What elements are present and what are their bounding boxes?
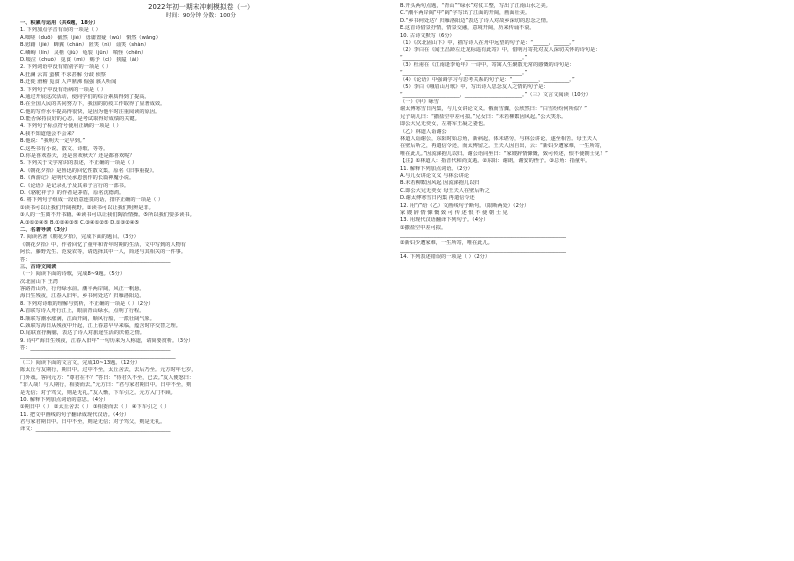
left-line: 阿长、藤野先生、范爱农等，请选择其中一人，简述与其相关的一件事。 [20, 249, 187, 256]
right-line: B.开头两句点题，“青山”“绿水”对仗工整，写出了江南山水之美。 [400, 3, 551, 9]
right-line: 14. 下列表述错误的一项是（ ）（2分） [400, 254, 491, 261]
left-line: B.《西游记》是明代吴承恩创作的长篇神魔小说。 [20, 175, 135, 182]
left-line: A.首联写诗人舟行江上，眼前青山绿水，点明了行程。 [20, 308, 145, 315]
right-line: （乙）林道人诣谢公 [400, 128, 447, 135]
left-line: D.你是喜欢春天，还是喜欢秋天？还是都喜欢呢？ [20, 153, 135, 160]
left-line: 客路青山外，行舟绿水前。潮平两岸阔，风正一帆悬。 [20, 286, 145, 293]
left-line: 《朝花夕拾》中，作者回忆了童年和青年时期的生活，文中写到的人物有 [20, 241, 187, 248]
right-line: “______________________，______________________。” [400, 54, 528, 61]
left-line: B.他说：“我明天一定早到。” [20, 138, 86, 145]
left-line: D.《骆驼祥子》的作者是茅盾，原名沈德鸿。 [20, 189, 125, 196]
right-text-block [400, 3, 770, 262]
right-line: A.与儿女讲论文义 与林公讲论 [400, 172, 470, 179]
right-line: ________________________________________________________________ [400, 232, 566, 239]
right-line: 12. 用“/”给（乙）文画线句子断句。（限断两处）（2分） [400, 202, 530, 209]
left-line: C.他的写作水平提高得很快，是因为他平时注重阅读的原因。 [20, 108, 161, 115]
left-line: 5. 下列关于文学常识的表述，不正确的一项是（ ） [20, 160, 138, 167]
left-line: 11. 把文中画线的句子翻译成现代汉语。（4分） [20, 411, 130, 418]
left-line: 2. 下列词语中没有错别字的一项是（ ） [20, 64, 112, 71]
right-line: 在壁后听之，再遣信令还，而太傅留之。王夫人因自出，云：“新妇少遭家难，一生所寄， [400, 143, 606, 150]
right-line: C.“潮平两岸阔”中“阔”字写出了江面的开阔，画面壮美。 [400, 10, 531, 17]
right-line: “______________________，______________________。”（三）文言文阅读（10分） [400, 91, 591, 98]
right-line: ②新妇少遭家难，一生所寄，唯在此儿。 [400, 239, 493, 246]
right-line: D.谢太傅寒雪日内集 再遣信令还 [400, 195, 475, 202]
left-line: D.啜泣（chuò） 觅食（mì） 赐予（cì） 狭隘（ài） [20, 56, 142, 63]
right-line: （4）《论语》中强调学习与思考关系的句子是：“__________，__________。” [400, 76, 575, 83]
right-line: （5）李白《峨眉山月歌》中，写出诗人思念友人之情的句子是： [400, 84, 549, 91]
left-line: 君与家君期日中。日中不至，则是无信；对子骂父，则是无礼。 [20, 419, 166, 426]
left-line: 答：______________________________________________________ [20, 345, 171, 352]
right-line: （1）《次北固山下》中，描写诗人在舟中远望的句子是：“______，______。” [400, 39, 575, 46]
right-line: 10. 古诗文默写（6分） [400, 32, 455, 39]
left-line: 陈太丘与友期行，期日中。过中不至，太丘舍去，去后乃至。元方时年七岁， [20, 367, 197, 374]
left-line: 8. 下列对诗歌的理解与赏析，不正确的一项是（ ）（2分） [20, 300, 154, 307]
left-line: C.《论语》是记录孔子及其弟子言行的一部书。 [20, 182, 130, 189]
left-line: 7. 阅读名著《朝花夕拾》，完成下面的题目。（3分） [20, 234, 139, 241]
right-line: 谢太傅寒雪日内集，与儿女讲论文义。俄而雪骤，公欣然曰：“白雪纷纷何所似？” [400, 106, 587, 113]
left-line: ①读书可以让我们开阔视野。②读书可以让我们明辨是非。 [20, 204, 154, 211]
left-line: 10. 解释下列加点词语的意思。（4分） [20, 396, 109, 403]
left-line: 次北固山下 王湾 [20, 278, 58, 285]
left-line: 9. 诗中“海日生残夜，江春入旧年”一句历来为人称道，请简要赏析。（3分） [20, 337, 194, 344]
right-line: 11. 解释下列加点词语。（2分） [400, 165, 473, 172]
left-line: 1. 下列加点字音有误的一项是（ ） [20, 27, 101, 34]
left-line: A.咄嗟（duō） 截然（jié） 毋庸置疑（wú） 惘然（wǎng） [20, 34, 161, 41]
right-line: （2）李白在《闻王昌龄左迁龙标遥有此寄》中，借明月寄托对友人深切关怀的诗句是： [400, 47, 601, 54]
left-line: C.这些书有小说、散文、诗歌、等等。 [20, 145, 109, 152]
left-line: A.通过开展这次活动，使同学们的综合素质得到了提高。 [20, 93, 150, 100]
left-line: B.在全国人民的共同努力下，我国的防疫工作取得了显著成效。 [20, 101, 166, 108]
right-line: B.未若柳絮因风起 因流涕抱儿以归 [400, 180, 480, 187]
right-line: 家 嫂 辞 情 慷 慨 致 可 传 述 恨 不 使 朝 士 见 [400, 209, 508, 216]
left-line: ③人的一生离不开书籍。④读书可以让我们陶冶情操。⑤所以我们要多读书。 [20, 212, 195, 219]
right-column [400, 0, 770, 262]
left-line: C.颈联写海日从残夜中升起，江上春意早早来临，蕴含时序交替之理。 [20, 323, 181, 330]
left-line: D.能否保持良好的心态，是考试取得好成绩的关键。 [20, 116, 140, 123]
exam-title: 2022年初一期末冲刺模拟卷（一） [148, 3, 254, 11]
left-line: （二）阅读下面的文言文，完成10~13题。（12分） [20, 359, 141, 366]
left-line: 4. 下列句子标点符号使用正确的一项是（ ） [20, 123, 122, 130]
right-line: C.即公大兄无奕女 母王夫人在壁后听之 [400, 187, 490, 194]
left-line: A.我不知道他会不会来？ [20, 130, 77, 137]
left-line: 一、积累与运用（共6题，18分） [20, 20, 99, 26]
right-line: 13. 用现代汉语翻译下列句子。（4分） [400, 217, 489, 224]
left-line: A.《朝花夕拾》是鲁迅的回忆性散文集，原名《旧事重提》。 [20, 167, 158, 174]
left-line: 答：______________________________________________________ [20, 256, 171, 263]
left-line: ①期日中（ ） ②太丘舍去（ ） ③相委而去（ ） ④下车引之（ ） [20, 404, 170, 411]
right-line: D.“乡书何处达？归雁洛阳边”表达了诗人对故乡深切的思念之情。 [400, 17, 552, 24]
left-line: 三、古诗文阅读 [20, 263, 57, 270]
left-line: D.尾联直抒胸臆，表达了诗人对旅途生活的厌倦之情。 [20, 330, 145, 337]
right-line: （一）《甲》咏雪 [400, 99, 439, 106]
right-line: ①撒盐空中差可拟。 [400, 224, 447, 231]
right-line: 【注】①林道人：指晋代和尚支遁。②东阳：谢朗，谢安的侄子。③总角：指童年。 [400, 158, 591, 165]
left-line: B.颔联写潮水涨满，江面开阔，顺风行船，一派壮阔气象。 [20, 315, 155, 322]
left-line: 二、名著导读（3分） [20, 226, 71, 233]
left-line: ____________________________________________________________ [20, 352, 176, 359]
right-line: E.这首诗借景抒情，情景交融，意境开阔，历来传诵不衰。 [400, 25, 535, 32]
left-line: A.狂澜 云霄 蛮横 不求甚解 分歧 侦察 [20, 71, 106, 78]
left-line: B.慰藉（jiè） 蝉翼（chán） 匿笑（nì） 讪笑（shàn） [20, 42, 150, 49]
left-line: （一）阅读下面的诗歌，完成8~9题。（5分） [20, 271, 126, 278]
right-line: ________________________________________________________________ [400, 246, 566, 253]
left-line: B.迁徙 滑稽 觅食 人声鼎沸 倔强 骇人听闻 [20, 79, 117, 86]
left-column [20, 0, 382, 434]
exam-meta: 时间：90分钟 分数：100分 [166, 13, 236, 19]
right-line: 兄子胡儿曰：“撒盐空中差可拟。”兄女曰：“未若柳絮因风起。”公大笑乐。 [400, 113, 567, 120]
left-line: 3. 下列句子中没有语病的一项是（ ） [20, 86, 107, 93]
left-line: 海日生残夜，江春入旧年。乡书何处达？归雁洛阳边。 [20, 293, 145, 300]
left-line: C.嶙峋（lín） 灵柩（jiù） 龟裂（jūn） 嗔怪（chēn） [20, 49, 147, 56]
left-line: 6. 将下列句子组成一段语意连贯的话，排序正确的一项是（ ） [20, 197, 164, 204]
left-line: 译文：____________________________________________________ [20, 426, 171, 433]
left-line: 门外戏。客问元方：“尊君在不？”答曰：“待君久不至，已去。”友人便怒曰： [20, 374, 195, 381]
right-line: “______________________，______________________。” [400, 69, 528, 76]
right-line: 即公大兄无奕女，左将军王凝之妻也。 [400, 121, 489, 128]
left-line: 是无信；对子骂父，则是无礼。”友人惭，下车引之。元方入门不顾。 [20, 389, 176, 396]
left-line: “非人哉！与人期行，相委而去。”元方曰：“君与家君期日中。日中不至，则 [20, 382, 192, 389]
left-line: A.③①②④⑤ B.①②④③⑤ C.③④①②⑤ D.①③②④⑤ [20, 219, 140, 226]
right-line: （3）杜甫在《江南逢李龟年》一诗中，寄寓人生聚散无常的感慨的诗句是： [400, 62, 575, 69]
left-text-block [20, 20, 382, 434]
right-line: 林道人诣谢公，东阳时始总角，新病起，体未堪劳，与林公讲论，遂至相苦。母王夫人 [400, 136, 598, 143]
right-line: 唯在此儿。”因流涕抱儿以归。谢公语同坐曰：“家嫂辞情慷慨，致可传述，恨不使朝士见！” [400, 150, 608, 157]
